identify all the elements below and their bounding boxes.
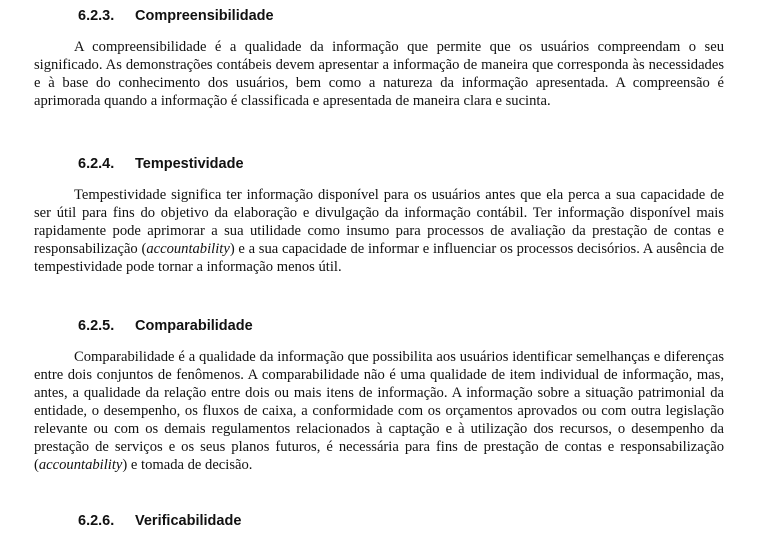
paragraph-text: Comparabilidade é a qualidade da informação que possibilita aos usuários identificar semelhanças e diferenças entre dois conjuntos de fenômenos. A comparabilidade não é uma qualidade de item individual de informação, mas, antes, a qualidade da relação entre dois ou mais itens de informação. A informação sobre a situação patrimonial da entidade, o desempenho, os fluxos de caixa, a conformidade com os orçamentos aprovados ou com outra legislação relevante ou com os demais regulamentos relacionados à captação e à utilização dos recursos, o desempenho da prestação de serviços e os seus planos futuros, é necessária para fins de prestação de contas e responsabilização (: [34, 349, 724, 473]
section-paragraph: A compreensibilidade é a qualidade da informação que permite que os usuários compreendam o seu significado. As demonstrações contábeis devem apresentar a informação de maneira que corresponda às necessidades e à base do conhecimento dos usuários, bem como a natureza da informação apresentada. A compreensão é aprimorada quando a informação é classificada e apresentada de maneira clara e sucinta.: [34, 39, 724, 109]
section-compreensibilidade: [34, 6, 724, 110]
section-title: Verificabilidade: [135, 513, 242, 529]
section-tempestividade: [34, 154, 724, 276]
section-heading: [78, 316, 724, 336]
section-verificabilidade: [34, 511, 724, 531]
paragraph-text: Tempestividade significa ter informação disponível para os usuários antes que ela perca a sua capacidade de ser útil para fins do objetivo da elaboração e divulgação da informação contábil. Ter informação disponível mais rapidamente pode aprimorar a sua utilidade como insumo para processos de avaliação da prestação de contas e responsabilização (: [34, 187, 724, 257]
section-paragraph: [34, 186, 724, 276]
section-paragraph: [34, 348, 724, 474]
section-heading: [78, 154, 724, 174]
paragraph-italic-term: accountability: [146, 241, 230, 257]
section-title: Tempestividade: [135, 156, 244, 172]
section-heading: [78, 6, 724, 26]
section-heading: [78, 511, 724, 531]
paragraph-italic-term: accountability: [38, 457, 123, 473]
section-title: Comparabilidade: [135, 318, 253, 334]
section-comparabilidade: [34, 316, 724, 474]
section-title: Compreensibilidade: [135, 8, 274, 24]
section-number: 6.2.5.: [78, 318, 115, 334]
section-number: 6.2.3.: [78, 8, 115, 24]
paragraph-text: ) e tomada de decisão.: [122, 457, 253, 473]
section-number: 6.2.6.: [78, 513, 115, 529]
paragraph-text: ) e a sua capacidade de informar e influenciar os processos decisórios. A ausência de tempestividade pode tornar a informação menos útil.: [34, 241, 724, 275]
section-number: 6.2.4.: [78, 156, 115, 172]
